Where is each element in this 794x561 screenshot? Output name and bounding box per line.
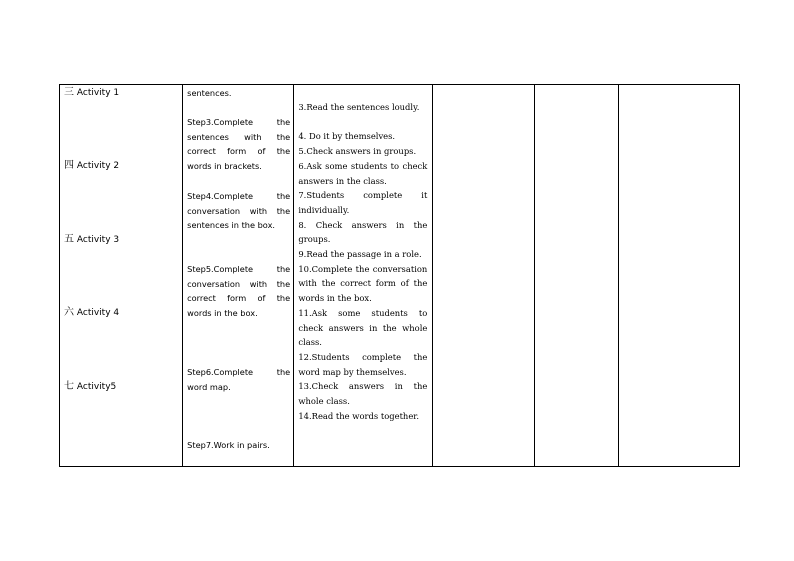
activity-label-3: 五 Activity 3 — [64, 234, 120, 245]
activity-label-1: 三 Activity 1 — [64, 87, 120, 98]
teacher-steps-cell — [183, 85, 294, 467]
list-item: 13.Check answers in the whole class. — [298, 381, 428, 407]
list-item: 6.Ask some students to check answers in the class. — [298, 160, 428, 186]
student-activities-cell — [294, 85, 432, 467]
activity-column-cell — [60, 85, 183, 467]
activity-label-4: 六 Activity 4 — [64, 307, 120, 318]
teacher-step: sentences. — [187, 88, 232, 98]
list-item: 12.Students complete the word map by themselves. — [298, 351, 428, 377]
list-item: 14.Read the words together. — [298, 410, 420, 421]
student-activity-list — [298, 100, 427, 423]
list-item: 4. Do it by themselves. — [298, 131, 396, 142]
teacher-step: Step6.Complete the word map. — [187, 367, 291, 392]
empty-cell — [432, 85, 534, 467]
teacher-step: Step5.Complete the conversation with the correct form of the words in the box. — [187, 264, 291, 319]
list-item: 3.Read the sentences loudly. — [298, 102, 420, 112]
list-item: 10.Complete the conversation with the correct form of the words in the box. — [298, 263, 428, 304]
teacher-step: Step7.Work in pairs. — [187, 440, 270, 450]
empty-cell — [618, 85, 739, 467]
activity-label-2: 四 Activity 2 — [64, 160, 120, 171]
empty-cell — [534, 85, 618, 467]
teacher-step: Step3.Complete the sentences with the correct form of the words in brackets. — [187, 117, 291, 172]
list-item: 8. Check answers in the groups. — [298, 219, 428, 245]
list-item: 5.Check answers in groups. — [298, 146, 417, 157]
teacher-step: Step4.Complete the conversation with the sentences in the box. — [187, 191, 291, 231]
list-item: 7.Students complete it individually. — [298, 190, 428, 215]
lesson-plan-table — [59, 84, 740, 467]
list-item: 9.Read the passage in a role. — [298, 249, 422, 260]
list-item: 11.Ask some students to check answers in the whole class. — [298, 307, 428, 348]
table-row — [60, 85, 740, 467]
activity-label-5: 七 Activity5 — [64, 381, 117, 392]
